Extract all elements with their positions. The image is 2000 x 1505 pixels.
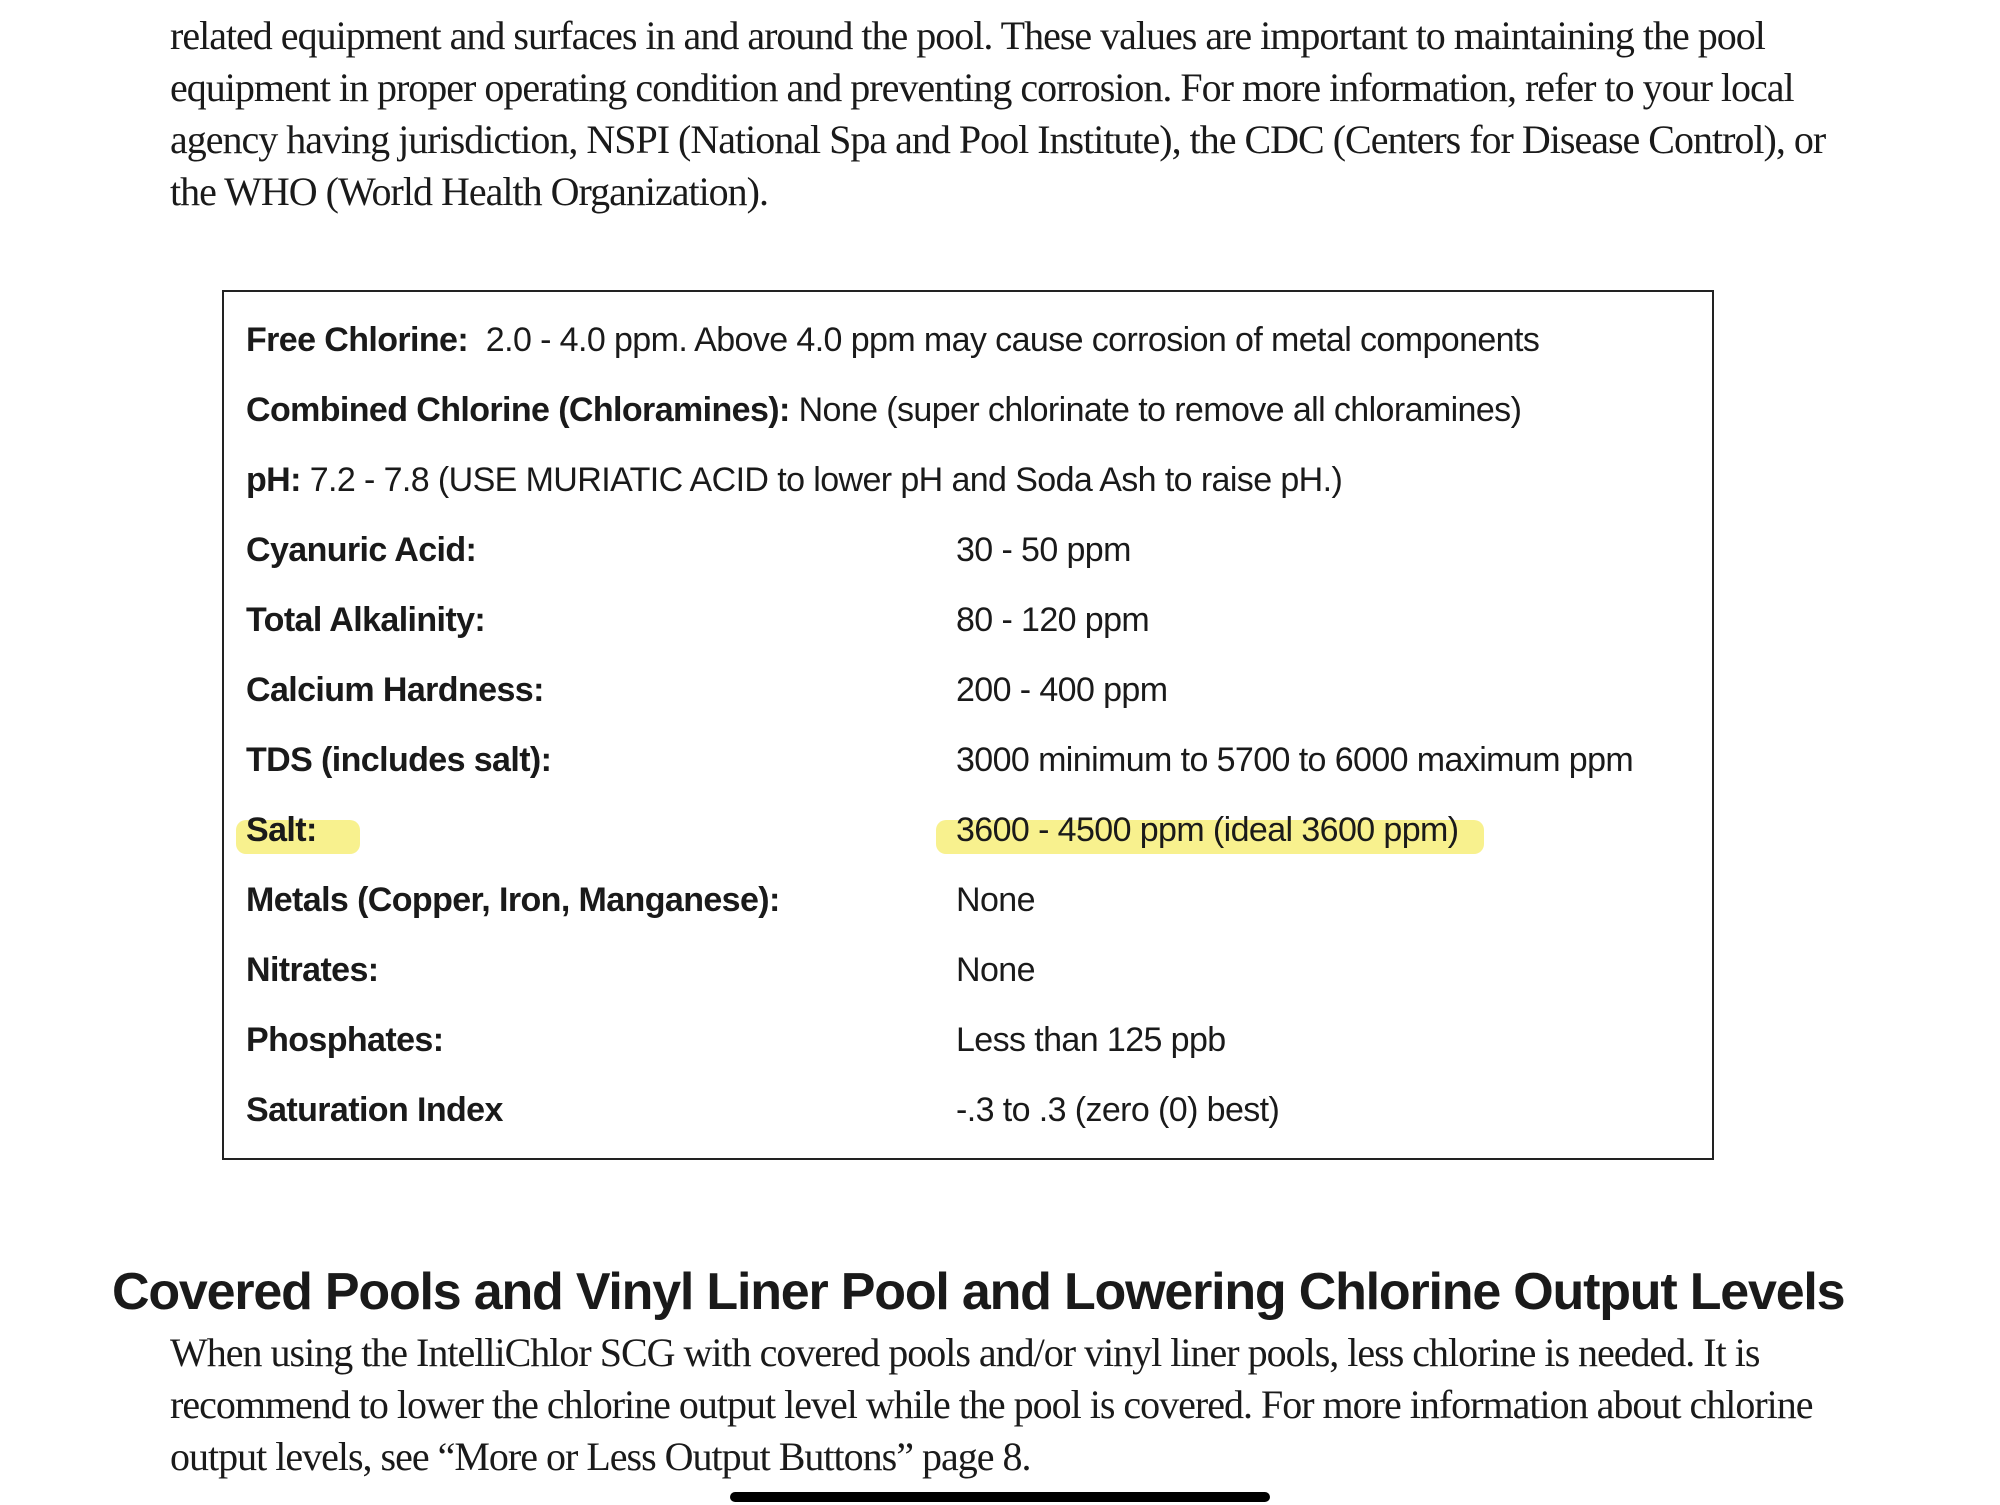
home-indicator-bar[interactable] <box>730 1492 1270 1502</box>
row-label: Phosphates: <box>246 1021 444 1059</box>
row-value: None <box>956 951 1035 989</box>
intro-line: related equipment and surfaces in and around the pool. These values are important to maintaining the pool <box>170 13 1765 58</box>
table-row-saturation-index <box>246 1090 1280 1130</box>
row-label: Free Chlorine: <box>246 321 469 359</box>
table-row-calcium-hardness <box>246 670 1168 710</box>
row-label: Salt: <box>246 811 317 849</box>
row-value: 2.0 - 4.0 ppm. Above 4.0 ppm may cause corrosion of metal components <box>485 321 1540 359</box>
row-label: Saturation Index <box>246 1091 503 1129</box>
section-line: output levels, see “More or Less Output Buttons” page 8. <box>170 1434 1031 1479</box>
intro-line: the WHO (World Health Organization). <box>170 169 769 214</box>
table-row-total-alkalinity <box>246 600 1150 640</box>
table-row-salt <box>246 810 1459 850</box>
row-value: 30 - 50 ppm <box>956 531 1131 569</box>
row-label: Nitrates: <box>246 951 379 989</box>
row-label: pH: <box>246 461 301 499</box>
intro-line: equipment in proper operating condition and preventing corrosion. For more information, refer to your local <box>170 65 1794 110</box>
section-heading: Covered Pools and Vinyl Liner Pool and Lowering Chlorine Output Levels <box>112 1263 1845 1321</box>
row-value: 3600 - 4500 ppm (ideal 3600 ppm) <box>956 811 1459 849</box>
row-value: 7.2 - 7.8 (USE MURIATIC ACID to lower pH and Soda Ash to raise pH.) <box>309 461 1343 499</box>
table-row-metals <box>246 880 1035 920</box>
intro-paragraph <box>170 10 1826 218</box>
table-row-combined-chlorine <box>246 390 1521 430</box>
row-label: TDS (includes salt): <box>246 741 552 779</box>
table-row-ph <box>246 460 1342 500</box>
row-value: Less than 125 ppb <box>956 1021 1226 1059</box>
intro-line: agency having jurisdiction, NSPI (National Spa and Pool Institute), the CDC (Centers for Disease Control), or <box>170 117 1826 162</box>
row-value: 3000 minimum to 5700 to 6000 maximum ppm <box>956 741 1634 779</box>
table-row-phosphates <box>246 1020 1226 1060</box>
table-row-tds <box>246 740 1634 780</box>
table-row-cyanuric-acid <box>246 530 1131 570</box>
row-label: Cyanuric Acid: <box>246 531 477 569</box>
water-chemistry-table <box>222 290 1714 1160</box>
row-label: Total Alkalinity: <box>246 601 486 639</box>
row-label: Combined Chlorine (Chloramines): <box>246 391 790 429</box>
row-label: Metals (Copper, Iron, Manganese): <box>246 881 780 919</box>
row-value: 80 - 120 ppm <box>956 601 1150 639</box>
table-row-nitrates <box>246 950 1035 990</box>
table-row-free-chlorine <box>246 320 1539 360</box>
row-value: None <box>956 881 1035 919</box>
row-value: -.3 to .3 (zero (0) best) <box>956 1091 1280 1129</box>
row-label: Calcium Hardness: <box>246 671 544 709</box>
section-line: recommend to lower the chlorine output level while the pool is covered. For more information about chlorine <box>170 1382 1813 1427</box>
section-paragraph <box>170 1327 1813 1483</box>
row-value: 200 - 400 ppm <box>956 671 1168 709</box>
row-value: None (super chlorinate to remove all chloramines) <box>798 391 1522 429</box>
section-line: When using the IntelliChlor SCG with covered pools and/or vinyl liner pools, less chlorine is needed. It is <box>170 1330 1760 1375</box>
